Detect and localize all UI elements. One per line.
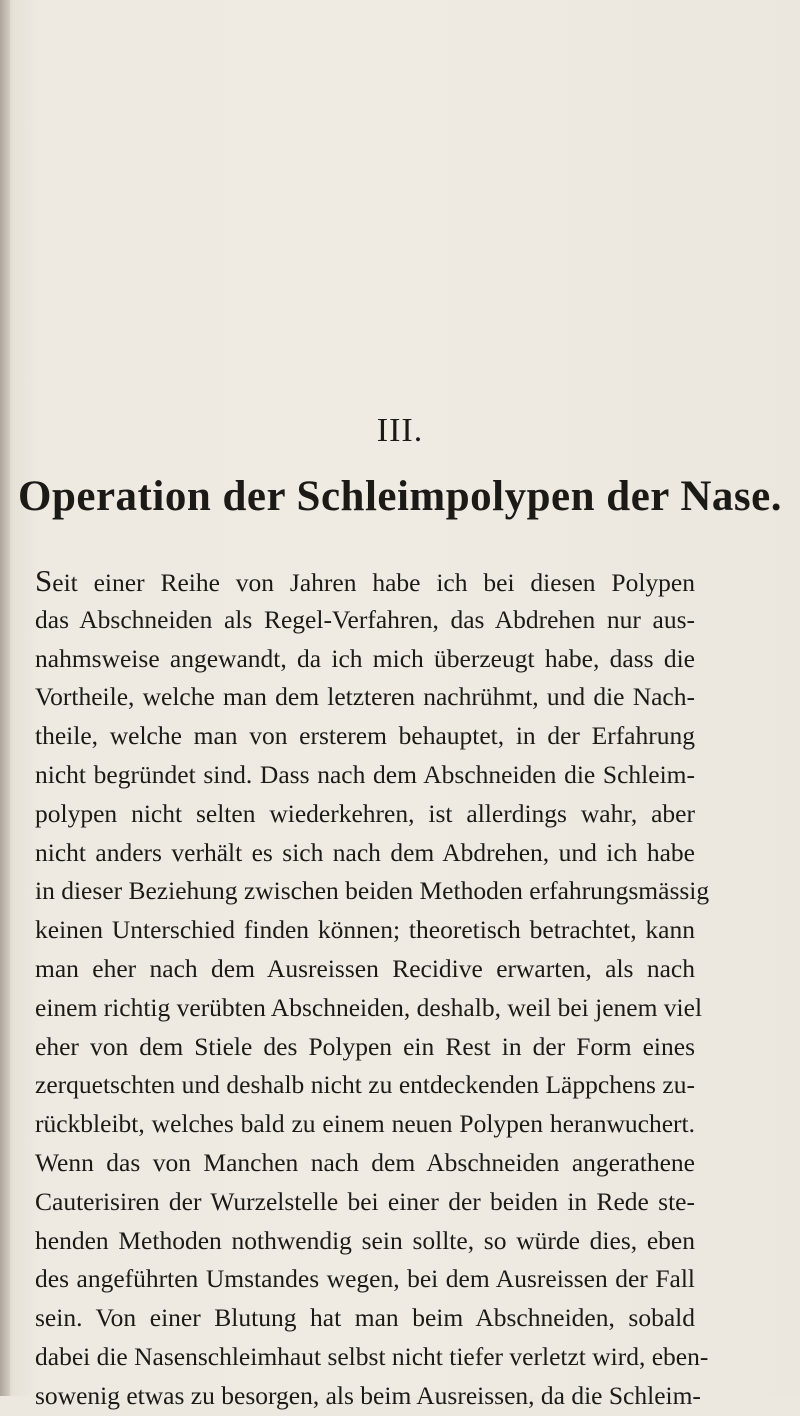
text-line: man eher nach dem Ausreissen Recidive erwarten, als nach <box>35 953 695 983</box>
text-line: in dieser Beziehung zwischen beiden Methoden erfahrungsmässig <box>35 876 710 906</box>
text-line: Seit einer Reihe von Jahren habe ich bei diesen Polypen <box>35 563 695 598</box>
text-line: nahmsweise angewandt, da ich mich überzeugt habe, dass die <box>35 643 695 673</box>
section-number: III. <box>376 412 424 449</box>
text-line: Vortheile, welche man dem letzteren nachrühmt, und die Nach- <box>35 682 695 712</box>
page-gutter-shadow <box>0 0 10 1396</box>
text-line: sowenig etwas zu besorgen, als beim Ausreissen, da die Schleim- <box>35 1380 701 1410</box>
text-line: nicht begründet sind. Dass nach dem Abschneiden die Schleim- <box>35 759 695 789</box>
text-line: das Abschneiden als Regel-Verfahren, das Abdrehen nur aus- <box>35 604 695 634</box>
text-line: eher von dem Stiele des Polypen ein Rest in der Form eines <box>35 1031 695 1061</box>
text-line: sein. Von einer Blutung hat man beim Abschneiden, sobald <box>35 1303 695 1333</box>
text-line: Cauterisiren der Wurzelstelle bei einer der beiden in Rede ste- <box>35 1186 695 1216</box>
body-paragraph <box>35 562 710 1416</box>
text-line: theile, welche man von ersterem behauptet, in der Erfahrung <box>35 721 695 751</box>
text-line: keinen Unterschied finden können; theoretisch betrachtet, kann <box>35 915 695 945</box>
text-line: polypen nicht selten wiederkehren, ist allerdings wahr, aber <box>35 798 695 828</box>
text-line: dabei die Nasenschleimhaut selbst nicht tiefer verletzt wird, eben- <box>35 1341 709 1371</box>
text-line: Wenn das von Manchen nach dem Abschneiden angerathene <box>35 1147 695 1177</box>
text-line: zerquetschten und deshalb nicht zu entdeckenden Läppchens zu- <box>35 1070 695 1100</box>
text-line: henden Methoden nothwendig sein sollte, so würde dies, eben <box>35 1225 695 1255</box>
text-line: des angeführten Umstandes wegen, bei dem Ausreissen der Fall <box>35 1264 695 1294</box>
chapter-title: Operation der Schleimpolypen der Nase. <box>18 473 782 520</box>
drop-cap: S <box>35 563 53 598</box>
text-line: einem richtig verübten Abschneiden, deshalb, weil bei jenem viel <box>35 992 703 1022</box>
text-line: rückbleibt, welches bald zu einem neuen Polypen heranwuchert. <box>35 1109 695 1139</box>
text-line: nicht anders verhält es sich nach dem Abdrehen, und ich habe <box>35 837 695 867</box>
